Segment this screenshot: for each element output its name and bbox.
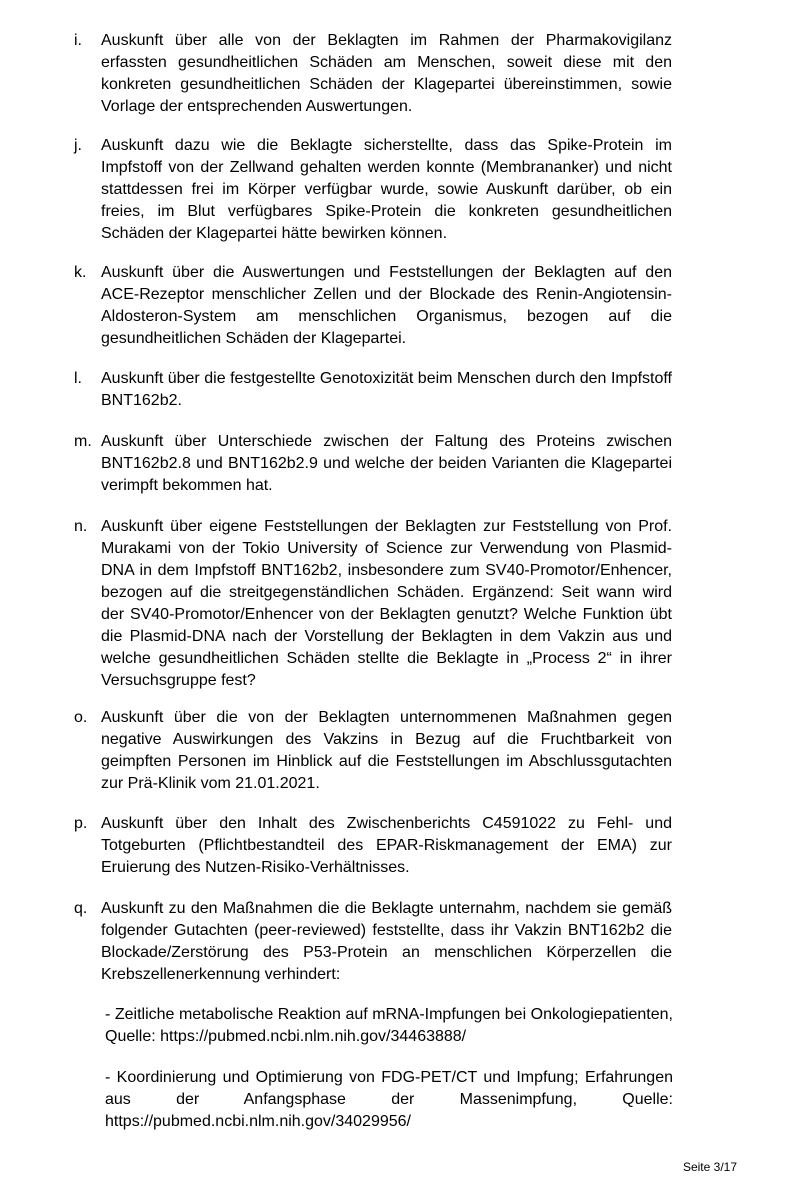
list-item-text: Auskunft über den Inhalt des Zwischenberichts C4591022 zu Fehl- und Totgeburten (Pflichtbestandteil des EPAR-Riskmanagement der EMA) zur Eruierung des Nutzen-Risiko-Verhältnisses. — [101, 815, 672, 876]
page-number: Seite 3/17 — [682, 1160, 737, 1174]
list-marker: q. — [74, 900, 88, 917]
list-marker: l. — [74, 370, 82, 387]
list-marker: k. — [74, 264, 87, 281]
list-marker: o. — [74, 709, 88, 726]
list-item-text: Auskunft über Unterschiede zwischen der Faltung des Proteins zwischen BNT162b2.8 und BNT162b2.9 und welche der beiden Varianten die Klagepartei verimpft bekommen hat. — [101, 433, 672, 494]
list-item-text: Auskunft über die von der Beklagten unternommenen Maßnahmen gegen negative Auswirkungen des Vakzins in Bezug auf die Fruchtbarkeit von geimpften Personen im Hinblick auf die Feststellungen im Abschlussgutachten zur Prä-Klinik vom 21.01.2021. — [101, 709, 672, 792]
list-marker: i. — [74, 32, 82, 49]
list-item-text: Auskunft dazu wie die Beklagte sicherstellte, dass das Spike-Protein im Impfstoff von der Zellwand gehalten werden konnte (Membrananker) und nicht stattdessen frei im Körper verfügbar wurde, sowie Auskunft darüber, ob ein freies, im Blut verfügbares Spike-Protein die konkreten gesundheitlichen Schäden der Klagepartei hätte bewirken können. — [101, 137, 672, 242]
list-marker: j. — [74, 137, 82, 154]
list-item-text: Auskunft über alle von der Beklagten im Rahmen der Pharmakovigilanz erfassten gesundheitlichen Schäden am Menschen, soweit diese mit den konkreten gesundheitlichen Schäden der Klagepartei übereinstimmen, sowie Vorlage der entsprechenden Auswertungen. — [101, 32, 672, 115]
source-reference-1: - Zeitliche metabolische Reaktion auf mRNA-Impfungen bei Onkologiepatienten, Quelle: https://pubmed.ncbi.nlm.nih.gov/34463888/ — [105, 1006, 673, 1045]
list-item-text: Auskunft über eigene Feststellungen der Beklagten zur Feststellung von Prof. Murakami von der Tokio University of Science zur Verwendung von Plasmid-DNA in dem Impfstoff BNT162b2, insbesondere zum SV40-Promotor/Enhencer, bezogen auf die streitgegenständlichen Schäden. Ergänzend: Seit wann wird der SV40-Promotor/Enhencer von der Beklagten genutzt? Welche Funktion übt die Plasmid-DNA nach der Vorstellung der Beklagten in dem Vakzin aus und welche gesundheitlichen Schäden stellte die Beklagte in „Process 2“ in ihrer Versuchsgruppe fest? — [101, 518, 672, 689]
list-marker: n. — [74, 518, 88, 535]
list-marker: p. — [74, 815, 88, 832]
source-reference-2: - Koordinierung und Optimierung von FDG-PET/CT und Impfung; Erfahrungen aus der Anfangsphase der Massenimpfung, Quelle: https://pubmed.ncbi.nlm.nih.gov/34029956/ — [105, 1069, 673, 1130]
list-marker: m. — [74, 433, 92, 450]
list-item-text: Auskunft über die festgestellte Genotoxizität beim Menschen durch den Impfstoff BNT162b2. — [101, 370, 672, 409]
list-item-text: Auskunft über die Auswertungen und Feststellungen der Beklagten auf den ACE-Rezeptor menschlicher Zellen und der Blockade des Renin-Angiotensin-Aldosteron-System am menschlichen Organismus, bezogen auf die gesundheitlichen Schäden der Klagepartei. — [101, 264, 672, 347]
list-item-text: Auskunft zu den Maßnahmen die die Beklagte unternahm, nachdem sie gemäß folgender Gutachten (peer-reviewed) feststellte, dass ihr Vakzin BNT162b2 die Blockade/Zerstörung des P53-Protein an menschlichen Körperzellen die Krebszellenerkennung verhindert: — [101, 900, 672, 983]
